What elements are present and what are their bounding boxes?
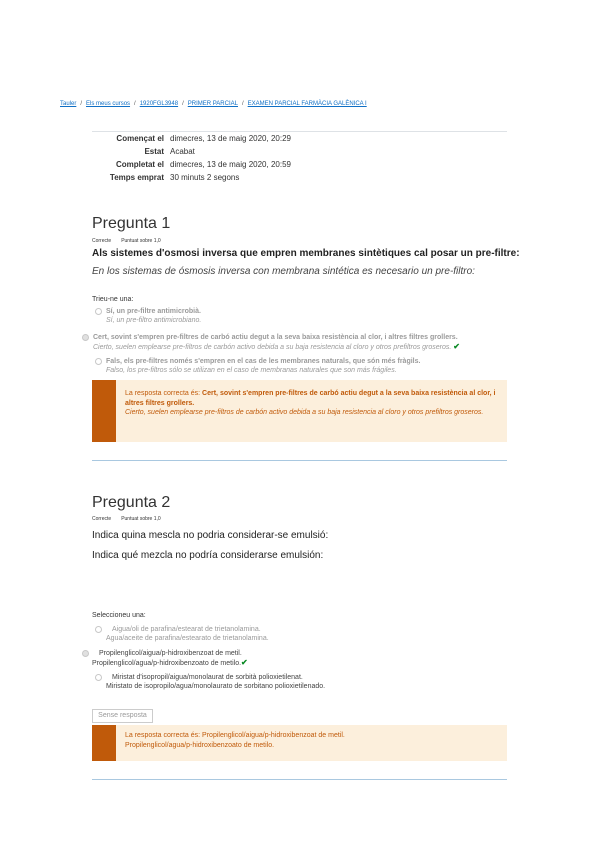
question-1-text-es: En los sistemas de ósmosis inversa con membrana sintética es necesario un pre-filtro: — [92, 266, 475, 277]
question-2-title: Pregunta 2 — [92, 494, 171, 511]
breadcrumb-section[interactable]: PRIMER PARCIAL — [187, 101, 238, 107]
q1-option-b-radio[interactable] — [82, 334, 89, 341]
q2-correct-answer-ca: Propilenglicol/aigua/p-hidroxibenzoat de metil. — [202, 732, 345, 739]
q2-option-a[interactable]: Aigua/oli de parafina/estearat de trietanolamina. Agua/aceite de parafina/estearato de trietanolamina. — [95, 625, 269, 643]
q1-option-c[interactable]: Fals, els pre-filtres només s'empren en el cas de les membranes naturals, que són més fràgils. Falso, los pre-filtros sólo se utilizan en el caso de membranas naturales que son más frágiles. — [95, 357, 420, 375]
q1-option-b[interactable]: Cert, sovint s'empren pre-filtres de carbó actiu degut a la seva baixa resistència al clor, i altres filtres grollers. Cierto, suelen emplearse pre-filtros de carbón activo debida a su baja resistencia al cloro y otros prefiltros groseros. ✔ — [82, 333, 460, 352]
question-2-prompt: Seleccioneu una: — [92, 612, 146, 619]
question-1-score: Puntuat sobre 1,0 — [121, 238, 161, 244]
attempt-summary — [92, 131, 507, 184]
question-2-score: Puntuat sobre 1,0 — [121, 516, 161, 522]
q2-option-c-radio[interactable] — [95, 674, 102, 681]
check-icon: ✔ — [241, 658, 248, 667]
question-2-feedback: La resposta correcta és: Propilenglicol/aigua/p-hidroxibenzoat de metil. Propilenglicol/agua/p-hidroxibenzoato de metilo. — [92, 725, 507, 761]
q2-option-a-radio[interactable] — [95, 626, 102, 633]
summary-row-state: Estat Acabat — [144, 147, 195, 156]
question-1-meta — [92, 238, 171, 244]
q2-option-c[interactable]: Miristat d'isopropil/aigua/monolaurat de sorbità polioxietilenat. Miristato de isopropilo/agua/monolaurato de sorbitano polioxietilenado. — [95, 673, 325, 691]
question-2-text-ca: Indica quina mescla no podria considerar-se emulsió: — [92, 530, 329, 541]
breadcrumb-dashboard[interactable]: Tauler — [60, 101, 77, 107]
question-1-title: Pregunta 1 — [92, 215, 171, 232]
summary-row-time: Temps emprat 30 minuts 2 segons — [109, 173, 240, 182]
divider — [92, 779, 507, 780]
clear-choice-button[interactable]: Sense resposta — [92, 709, 153, 723]
breadcrumb-course[interactable]: 1920FGL3948 — [139, 101, 179, 107]
question-1-status: Correcte — [92, 238, 112, 244]
summary-row-completed: Completat el dimecres, 13 de maig 2020, 20:59 — [115, 160, 291, 169]
q1-option-c-radio[interactable] — [95, 358, 102, 365]
q2-option-b[interactable]: Propilenglicol/aigua/p-hidroxibenzoat de metil. Propilenglicol/agua/p-hidroxibenzoato de metilo.✔ — [82, 649, 248, 668]
q2-option-b-radio[interactable] — [82, 650, 89, 657]
question-2-text-es: Indica qué mezcla no podría considerarse emulsión: — [92, 550, 324, 561]
breadcrumb-my-courses[interactable]: Els meus cursos — [86, 101, 131, 107]
q2-correct-answer-es: Propilenglicol/agua/p-hidroxibenzoato de metilo. — [125, 741, 275, 749]
breadcrumb-quiz[interactable]: EXAMEN PARCIAL FARMÀCIA GALÈNICA I — [247, 101, 367, 107]
question-1-prompt: Trieu-ne una: — [92, 296, 134, 303]
q1-option-a-radio[interactable] — [95, 308, 102, 315]
divider — [92, 460, 507, 461]
question-2-meta — [92, 516, 171, 522]
question-1-feedback: La resposta correcta és: Cert, sovint s'empren pre-filtres de carbó actiu degut a la seva baixa resistència al clor, i altres filtres grollers. Cierto, suelen emplearse pre-filtros de carbón activo debida a su baja resistencia al cloro y otros prefiltros groseros. — [92, 380, 507, 442]
question-2-status: Correcte — [92, 516, 112, 522]
summary-row-started: Començat el dimecres, 13 de maig 2020, 20:29 — [116, 134, 291, 143]
q1-correct-answer-es: Cierto, suelen emplearse pre-filtros de carbón activo debida a su baja resistencia al cloro y otros prefiltros groseros. — [125, 409, 484, 416]
breadcrumb: Tauler / Els meus cursos / 1920FGL3948 / PRIMER PARCIAL / EXAMEN PARCIAL FARMÀCIA GALÈNICA I — [60, 101, 367, 107]
question-1-text-ca: Als sistemes d'osmosi inversa que empren membranes sintètiques cal posar un pre-filtre: — [92, 248, 520, 259]
check-icon: ✔ — [453, 342, 460, 351]
q1-option-a[interactable]: Sí, un pre-filtre antimicrobià. Sí, un pre-filtro antimicrobiano. — [95, 307, 201, 325]
q1-correct-answer-ca: Cert, sovint s'empren pre-filtres de carbó actiu degut a la seva baixa resistència al clor, i altres filtres grollers. — [125, 390, 496, 407]
